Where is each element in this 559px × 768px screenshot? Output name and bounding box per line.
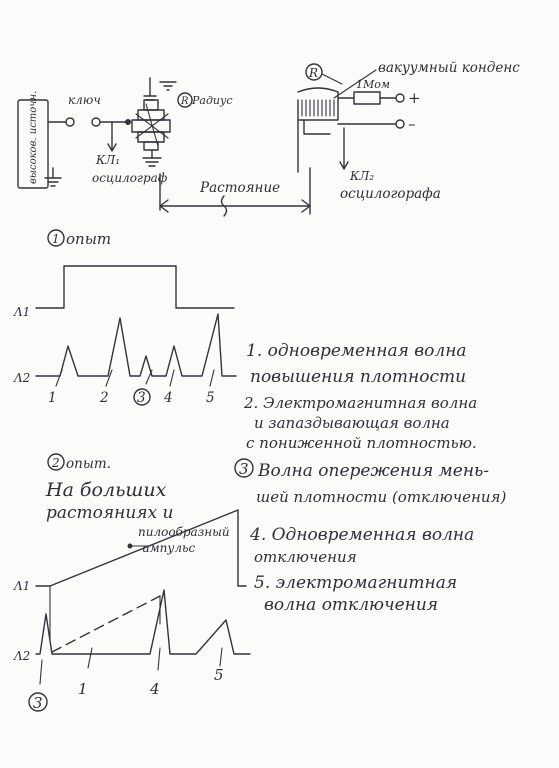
exp1-tick-5: [210, 370, 214, 386]
note-line-4: и запаздывающая волна: [254, 414, 450, 432]
kl1-arrow: [108, 122, 116, 151]
key-contact-left: [66, 118, 74, 126]
exp2-marker-4: 4: [150, 680, 160, 698]
exp2-row2-label: Λ2: [14, 649, 31, 663]
exp2-tick-1: [88, 648, 92, 668]
plus-terminal: [396, 94, 404, 102]
exp1-tick-4: [170, 370, 174, 386]
note-line-10: 5. электромагнитная: [254, 573, 458, 593]
exp2-heading-2: растояниях и: [46, 503, 174, 523]
resistor: [354, 92, 380, 104]
note-line-9: отключения: [254, 548, 357, 566]
exp1-marker-5: 5: [206, 390, 215, 406]
source-label: высоков. источн.: [28, 90, 39, 184]
exp2-title: опыт.: [66, 456, 111, 472]
exp2-marker-5: 5: [214, 666, 224, 684]
exp2-heading-1: На больших: [46, 479, 167, 501]
exp1-marker-1: 1: [48, 390, 57, 406]
note-line-3: 2. Электромагнитная волна: [244, 394, 478, 412]
exp2-marker-3: 3: [33, 694, 43, 712]
exp1-title: опыт: [66, 230, 112, 248]
exp1-trace-1: [36, 266, 234, 308]
exp1-row1-label: Λ1: [14, 305, 31, 319]
plus-label: +: [408, 89, 421, 107]
pulse-label-1: пилообразный: [138, 525, 230, 539]
junction-dot: [125, 119, 131, 125]
exp2-tick-5: [220, 648, 222, 666]
experiment-2: [13, 454, 250, 712]
exp2-dashed-sawtooth: [52, 596, 160, 652]
hv-source: [18, 91, 61, 188]
osc1-label: осцилограф: [92, 171, 168, 185]
note-line-2: повышения плотности: [250, 367, 467, 387]
note-line-7: шей плотности (отключения): [256, 488, 507, 506]
radius-label: Радиус: [192, 94, 233, 107]
exp1-marker-2: 2: [100, 390, 109, 406]
minus-label: –: [408, 115, 416, 133]
exp2-tick-3: [40, 660, 42, 684]
pulse-label-2: импульс: [142, 541, 196, 555]
radiator-emitter: [132, 78, 176, 166]
circuit-diagram: [18, 60, 520, 216]
exp1-marker-4: 4: [164, 390, 173, 406]
exp1-row2-label: Λ2: [14, 371, 31, 385]
R-label: R: [309, 66, 319, 80]
exp1-tick-3: [146, 370, 152, 384]
key-contact-right: [92, 118, 100, 126]
note-line-6: Волна опережения мень-: [258, 461, 490, 481]
note-3-number: 3: [239, 460, 249, 478]
resistor-label: 1Мом: [356, 78, 391, 91]
exp2-number: 2: [52, 456, 60, 470]
note-line-1: 1. одновременная волна: [246, 341, 467, 361]
vacuum-label: вакуумный конденс: [378, 60, 520, 76]
minus-terminal: [396, 120, 404, 128]
exp1-tick-1: [56, 370, 62, 386]
experiment-1: [13, 230, 236, 406]
kl2-label: КЛ₂: [350, 169, 375, 183]
exp2-marker-1: 1: [78, 680, 88, 698]
osc2-label: осцилогорафа: [340, 186, 441, 202]
notes-list: [235, 341, 506, 615]
exp2-tick-4: [158, 648, 160, 670]
note-line-8: 4. Одновременная волна: [250, 525, 475, 545]
exp1-marker-3: 3: [137, 390, 146, 406]
key-label: ключ: [68, 93, 101, 107]
vacuum-capacitor: [298, 88, 338, 172]
exp1-number: 1: [52, 232, 60, 246]
distance-label: Растояние: [200, 180, 281, 196]
note-line-11: волна отключения: [264, 595, 439, 615]
exp1-trace-2: [36, 314, 236, 376]
note-line-5: с пониженной плотностью.: [246, 434, 477, 452]
kl2-arrow: [340, 128, 348, 169]
R-pointer: [322, 74, 342, 84]
kl1-label: КЛ₁: [96, 153, 121, 167]
radius-marker-letter: R: [181, 96, 189, 107]
pulse-pointer-dot: [128, 544, 133, 549]
exp2-row1-label: Λ1: [14, 579, 31, 593]
